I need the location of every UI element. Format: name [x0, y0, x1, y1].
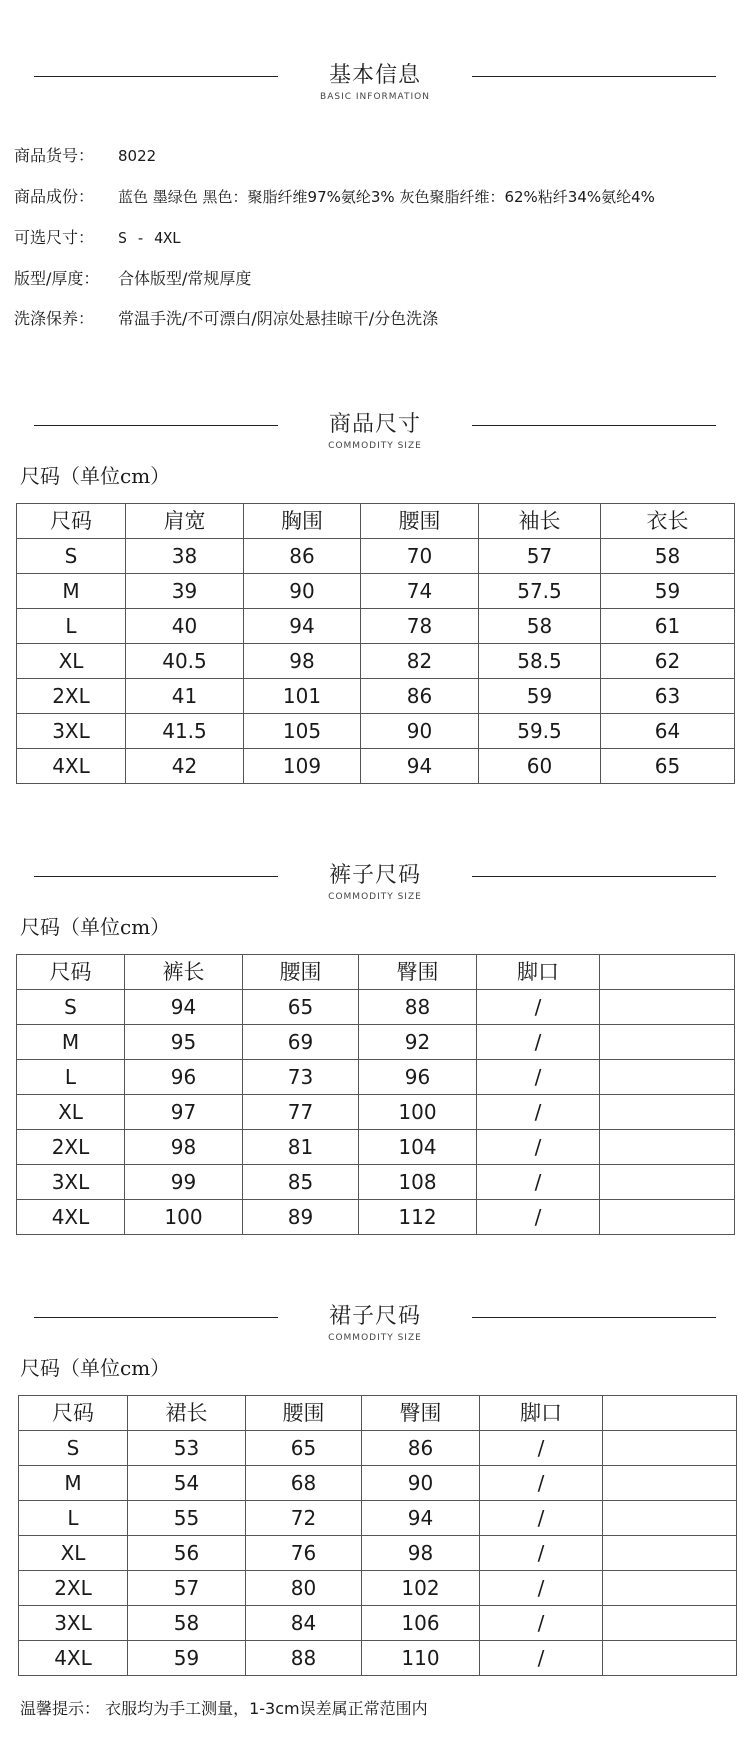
table-cell: 69 [243, 1025, 359, 1060]
info-value: S - 4XL [118, 229, 182, 247]
table-cell: 3XL [17, 714, 126, 749]
table-header-cell [603, 1396, 737, 1431]
table-cell: / [480, 1606, 603, 1641]
table-cell: 56 [128, 1536, 246, 1571]
table-cell: 77 [243, 1095, 359, 1130]
section-title: 裤子尺码 [328, 863, 421, 888]
pants-size-table [16, 954, 735, 1235]
table-cell [600, 1025, 735, 1060]
table-cell: 76 [246, 1536, 362, 1571]
table-cell: 86 [244, 539, 361, 574]
section-title: 裙子尺码 [328, 1304, 421, 1329]
table-cell: 40 [126, 609, 244, 644]
table-cell [600, 1200, 735, 1235]
table-cell: 62 [601, 644, 735, 679]
table-header-cell: 胸围 [244, 504, 361, 539]
table-cell: 63 [601, 679, 735, 714]
table-header-cell [600, 955, 735, 990]
table-cell: 55 [128, 1501, 246, 1536]
table-row [17, 1060, 735, 1095]
table-header-cell: 尺码 [17, 955, 125, 990]
table-cell: 65 [601, 749, 735, 784]
info-label: 洗涤保养： [14, 309, 95, 328]
table-cell: 100 [125, 1200, 243, 1235]
table-cell: 2XL [19, 1571, 128, 1606]
table-cell: 90 [362, 1466, 480, 1501]
info-label: 可选尺寸： [14, 228, 95, 247]
table-cell: 58 [128, 1606, 246, 1641]
table-cell: 106 [362, 1606, 480, 1641]
info-value: 合体版型/常规厚度 [118, 269, 252, 288]
section-subtitle: BASIC INFORMATION [320, 92, 430, 102]
unit-caption: 尺码（单位cm） [20, 1356, 171, 1380]
table-cell: 4XL [17, 1200, 125, 1235]
table-row [17, 1165, 735, 1200]
table-cell: 99 [125, 1165, 243, 1200]
table-cell: 102 [362, 1571, 480, 1606]
table-row [17, 644, 735, 679]
table-cell: 96 [359, 1060, 477, 1095]
header-rule-right [472, 876, 716, 877]
table-cell: 88 [246, 1641, 362, 1676]
table-cell: 108 [359, 1165, 477, 1200]
table-row [17, 679, 735, 714]
table-cell: 57 [479, 539, 601, 574]
table-row [19, 1641, 737, 1676]
table-cell: 72 [246, 1501, 362, 1536]
table-cell: 104 [359, 1130, 477, 1165]
table-cell: 41.5 [126, 714, 244, 749]
table-cell: 88 [359, 990, 477, 1025]
table-cell: XL [17, 1095, 125, 1130]
table-cell: / [477, 1130, 600, 1165]
top-size-table [16, 503, 735, 784]
table-header-cell: 裤长 [125, 955, 243, 990]
table-cell: 96 [125, 1060, 243, 1095]
measurement-tip: 温馨提示： 衣服均为手工测量，1-3cm误差属正常范围内 [20, 1699, 428, 1718]
skirt-size-header [0, 1305, 750, 1351]
table-row [19, 1571, 737, 1606]
table-cell: 39 [126, 574, 244, 609]
table-cell: 59 [479, 679, 601, 714]
table-cell: 2XL [17, 679, 126, 714]
table-row [19, 1501, 737, 1536]
info-value: 8022 [118, 147, 157, 165]
table-cell: 58 [601, 539, 735, 574]
pants-size-header [0, 864, 750, 910]
top-size-header [0, 413, 750, 459]
table-row [19, 1536, 737, 1571]
info-label: 商品成份： [14, 187, 95, 206]
table-header-cell: 尺码 [19, 1396, 128, 1431]
table-cell: 38 [126, 539, 244, 574]
table-cell: / [477, 1060, 600, 1095]
table-cell: 112 [359, 1200, 477, 1235]
table-cell: XL [17, 644, 126, 679]
table-cell: 4XL [17, 749, 126, 784]
header-rule-right [472, 1317, 716, 1318]
table-cell: / [477, 1095, 600, 1130]
table-row [17, 609, 735, 644]
table-cell [603, 1571, 737, 1606]
table-cell: 59 [128, 1641, 246, 1676]
table-cell: 59.5 [479, 714, 601, 749]
table-row [17, 714, 735, 749]
unit-caption: 尺码（单位cm） [20, 464, 171, 488]
table-cell: / [480, 1536, 603, 1571]
table-cell: L [19, 1501, 128, 1536]
table-cell: / [480, 1431, 603, 1466]
info-value: 蓝色 墨绿色 黑色：聚脂纤维97%氨纶3% 灰色聚脂纤维：62%粘纤34%氨纶4% [118, 188, 655, 206]
table-header-cell: 腰围 [246, 1396, 362, 1431]
table-cell: 54 [128, 1466, 246, 1501]
table-header-cell: 腰围 [361, 504, 479, 539]
table-cell: 58 [479, 609, 601, 644]
table-cell: M [17, 1025, 125, 1060]
table-cell: 100 [359, 1095, 477, 1130]
table-cell: 98 [125, 1130, 243, 1165]
table-cell: 98 [244, 644, 361, 679]
table-cell: 94 [125, 990, 243, 1025]
table-cell [600, 1060, 735, 1095]
table-cell [600, 1130, 735, 1165]
table-cell [603, 1431, 737, 1466]
table-row [19, 1606, 737, 1641]
table-cell: 89 [243, 1200, 359, 1235]
table-cell: 105 [244, 714, 361, 749]
table-cell: 90 [361, 714, 479, 749]
unit-caption: 尺码（单位cm） [20, 915, 171, 939]
table-row [17, 749, 735, 784]
table-header-cell: 裙长 [128, 1396, 246, 1431]
table-cell: / [480, 1501, 603, 1536]
table-cell: 61 [601, 609, 735, 644]
section-subtitle: COMMODITY SIZE [328, 1333, 422, 1343]
table-cell [603, 1606, 737, 1641]
table-cell: 92 [359, 1025, 477, 1060]
table-cell: 110 [362, 1641, 480, 1676]
table-cell: 94 [361, 749, 479, 784]
table-cell: M [19, 1466, 128, 1501]
table-cell: 90 [244, 574, 361, 609]
table-header-cell: 尺码 [17, 504, 126, 539]
table-header-row [17, 955, 735, 990]
table-cell [603, 1466, 737, 1501]
basic-info-header [0, 64, 750, 110]
table-cell: 86 [362, 1431, 480, 1466]
table-cell: 70 [361, 539, 479, 574]
table-cell: L [17, 609, 126, 644]
table-row [17, 539, 735, 574]
table-cell: 84 [246, 1606, 362, 1641]
table-cell: 78 [361, 609, 479, 644]
table-cell: 101 [244, 679, 361, 714]
table-cell: M [17, 574, 126, 609]
table-cell: 98 [362, 1536, 480, 1571]
table-cell: 2XL [17, 1130, 125, 1165]
table-cell: 65 [243, 990, 359, 1025]
table-row [17, 1200, 735, 1235]
table-cell [603, 1536, 737, 1571]
table-cell: 3XL [17, 1165, 125, 1200]
table-header-row [19, 1396, 737, 1431]
table-cell [600, 990, 735, 1025]
table-cell [600, 1095, 735, 1130]
table-cell: 97 [125, 1095, 243, 1130]
table-header-cell: 脚口 [480, 1396, 603, 1431]
table-cell: 80 [246, 1571, 362, 1606]
table-cell [603, 1501, 737, 1536]
table-cell: 94 [362, 1501, 480, 1536]
table-cell: 81 [243, 1130, 359, 1165]
table-cell: XL [19, 1536, 128, 1571]
table-cell: 86 [361, 679, 479, 714]
table-header-cell: 肩宽 [126, 504, 244, 539]
table-cell: 82 [361, 644, 479, 679]
table-cell: L [17, 1060, 125, 1095]
table-cell: 64 [601, 714, 735, 749]
section-title: 商品尺寸 [328, 412, 421, 437]
info-label: 版型/厚度： [14, 269, 100, 288]
table-cell: 73 [243, 1060, 359, 1095]
table-cell: / [480, 1466, 603, 1501]
info-label: 商品货号： [14, 146, 95, 165]
table-cell: 58.5 [479, 644, 601, 679]
table-cell: 41 [126, 679, 244, 714]
table-cell: 4XL [19, 1641, 128, 1676]
header-rule-right [472, 425, 716, 426]
table-cell: S [17, 539, 126, 574]
table-row [17, 990, 735, 1025]
table-header-cell: 臀围 [359, 955, 477, 990]
table-cell: 53 [128, 1431, 246, 1466]
table-cell: / [477, 1200, 600, 1235]
table-row [19, 1466, 737, 1501]
section-subtitle: COMMODITY SIZE [328, 441, 422, 451]
table-cell: 57.5 [479, 574, 601, 609]
table-row [17, 1095, 735, 1130]
table-header-cell: 衣长 [601, 504, 735, 539]
table-header-cell: 脚口 [477, 955, 600, 990]
table-cell: S [17, 990, 125, 1025]
table-cell: S [19, 1431, 128, 1466]
table-cell [603, 1641, 737, 1676]
table-cell: 42 [126, 749, 244, 784]
table-cell: 85 [243, 1165, 359, 1200]
table-cell: / [477, 990, 600, 1025]
table-cell: 74 [361, 574, 479, 609]
table-cell: 40.5 [126, 644, 244, 679]
table-row [17, 1025, 735, 1060]
table-cell: 60 [479, 749, 601, 784]
table-cell [600, 1165, 735, 1200]
table-cell: / [480, 1641, 603, 1676]
table-cell: 94 [244, 609, 361, 644]
table-cell: 65 [246, 1431, 362, 1466]
table-cell: / [477, 1165, 600, 1200]
section-title: 基本信息 [328, 63, 421, 88]
table-cell: 95 [125, 1025, 243, 1060]
table-row [19, 1431, 737, 1466]
table-cell: 57 [128, 1571, 246, 1606]
section-subtitle: COMMODITY SIZE [328, 892, 422, 902]
table-header-cell: 臀围 [362, 1396, 480, 1431]
table-cell: 59 [601, 574, 735, 609]
table-row [17, 574, 735, 609]
table-cell: / [477, 1025, 600, 1060]
table-cell: 3XL [19, 1606, 128, 1641]
table-cell: / [480, 1571, 603, 1606]
table-row [17, 1130, 735, 1165]
header-rule-right [472, 76, 716, 77]
table-cell: 68 [246, 1466, 362, 1501]
info-value: 常温手洗/不可漂白/阴凉处悬挂晾干/分色洗涤 [118, 309, 439, 328]
table-header-cell: 腰围 [243, 955, 359, 990]
table-header-cell: 袖长 [479, 504, 601, 539]
skirt-size-table [18, 1395, 737, 1676]
table-header-row [17, 504, 735, 539]
table-cell: 109 [244, 749, 361, 784]
